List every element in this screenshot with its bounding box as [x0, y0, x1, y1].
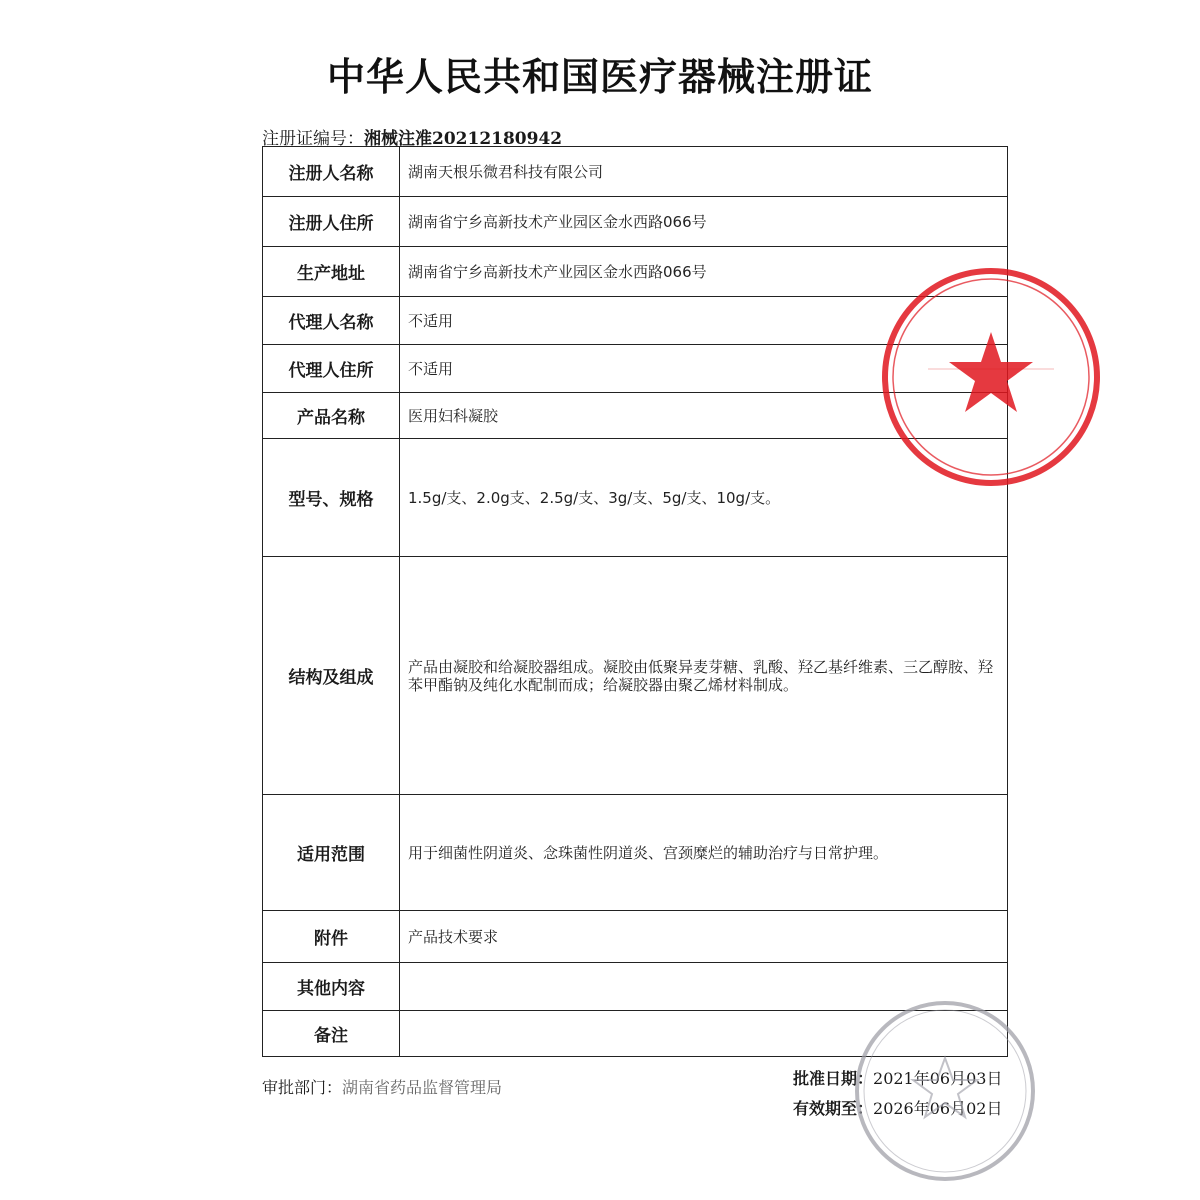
row-value: 湖南天根乐微君科技有限公司 — [400, 147, 1008, 197]
row-value: 湖南省宁乡高新技术产业园区金水西路066号 — [400, 197, 1008, 247]
table-row — [263, 911, 1008, 963]
row-value: 1.5g/支、2.0g支、2.5g/支、3g/支、5g/支、10g/支。 — [400, 439, 1008, 557]
row-value: 不适用 — [400, 297, 1008, 345]
row-label: 适用范围 — [263, 795, 400, 911]
approval-department-label: 审批部门： — [262, 1078, 343, 1097]
dates-block — [793, 1064, 1002, 1124]
registration-number-label: 注册证编号： — [262, 129, 364, 149]
approval-date — [793, 1064, 1002, 1094]
table-row — [263, 1011, 1008, 1057]
row-value: 医用妇科凝胶 — [400, 393, 1008, 439]
table-row — [263, 393, 1008, 439]
row-label: 代理人住所 — [263, 345, 400, 393]
table-row — [263, 439, 1008, 557]
row-value: 产品由凝胶和给凝胶器组成。凝胶由低聚异麦芽糖、乳酸、羟乙基纤维素、三乙醇胺、羟苯甲酯钠及纯化水配制而成；给凝胶器由聚乙烯材料制成。 — [400, 557, 1008, 795]
approval-department-value: 湖南省药品监督管理局 — [342, 1078, 503, 1097]
row-label: 其他内容 — [263, 963, 400, 1011]
certificate-table — [262, 146, 1008, 1057]
table-row — [263, 557, 1008, 795]
table-row — [263, 795, 1008, 911]
row-label: 注册人名称 — [263, 147, 400, 197]
approval-department — [262, 1075, 502, 1098]
row-value: 用于细菌性阴道炎、念珠菌性阴道炎、宫颈糜烂的辅助治疗与日常护理。 — [400, 795, 1008, 911]
table-row — [263, 963, 1008, 1011]
row-label: 生产地址 — [263, 247, 400, 297]
row-label: 附件 — [263, 911, 400, 963]
table-row — [263, 297, 1008, 345]
registration-number-value: 湘械注准20212180942 — [364, 129, 563, 149]
row-label: 备注 — [263, 1011, 400, 1057]
approval-date-value: 2021年06月03日 — [873, 1069, 1003, 1088]
valid-until-value: 2026年06月02日 — [873, 1099, 1003, 1118]
row-label: 代理人名称 — [263, 297, 400, 345]
document-title: 中华人民共和国医疗器械注册证 — [326, 55, 873, 99]
row-label: 结构及组成 — [263, 557, 400, 795]
row-label: 产品名称 — [263, 393, 400, 439]
approval-date-label: 批准日期： — [793, 1069, 874, 1088]
row-value: 湖南省宁乡高新技术产业园区金水西路066号 — [400, 247, 1008, 297]
row-value — [400, 963, 1008, 1011]
table-row — [263, 147, 1008, 197]
row-label: 型号、规格 — [263, 439, 400, 557]
row-value: 产品技术要求 — [400, 911, 1008, 963]
table-row — [263, 345, 1008, 393]
row-value: 不适用 — [400, 345, 1008, 393]
table-row — [263, 197, 1008, 247]
row-value — [400, 1011, 1008, 1057]
valid-until-label: 有效期至： — [793, 1099, 874, 1118]
row-label: 注册人住所 — [263, 197, 400, 247]
valid-until — [793, 1094, 1002, 1124]
table-row — [263, 247, 1008, 297]
